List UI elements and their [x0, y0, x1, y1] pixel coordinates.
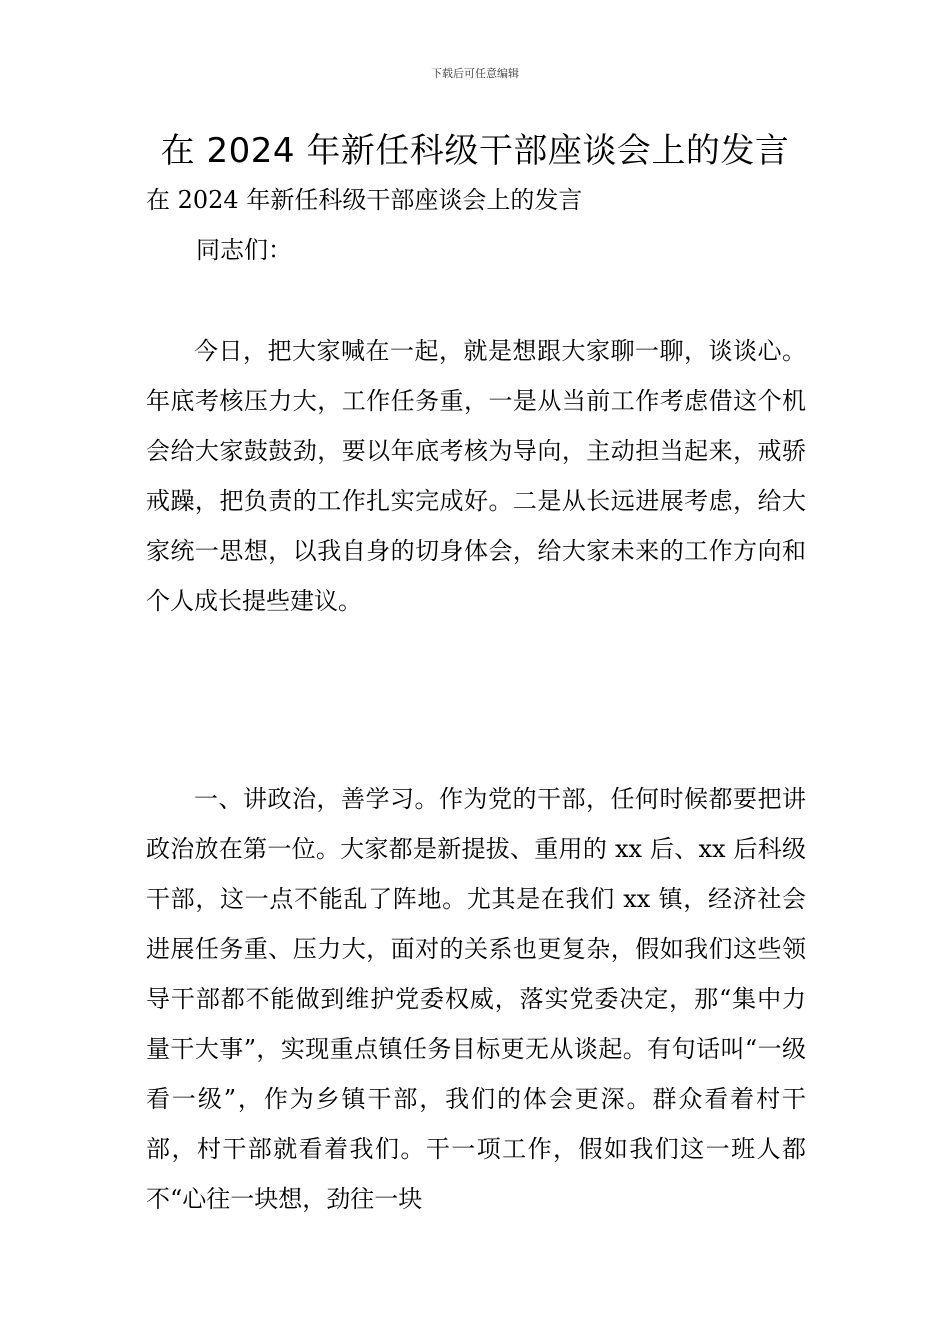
- paragraph-intro: 今日，把大家喊在一起，就是想跟大家聊一聊，谈谈心。年底考核压力大，工作任务重，一是从当前工作考虑借这个机会给大家鼓鼓劲，要以年底考核为导向，主动担当起来，戒骄戒躁，把负责的工作扎实完成好。二是从长远进展考虑，给大家统一思想，以我自身的切身体会，给大家未来的工作方向和个人成长提些建议。: [146, 337, 806, 615]
- paragraph-section-one: 一、讲政治，善学习。作为党的干部，任何时候都要把讲政治放在第一位。大家都是新提拔、重用的 xx 后、xx 后科级干部，这一点不能乱了阵地。尤其是在我们 xx 镇，经济社会进展任务重、压力大，面对的关系也更复杂，假如我们这些领导干部都不能做到维护党委权威，落实党委决定，那“集中力量干大事”，实现重点镇任务目标更无从谈起。有句话叫“一级看一级”，作为乡镇干部，我们的体会更深。群众看着村干部，村干部就看着我们。干一项工作，假如我们这一班人都不“心往一块想，劲往一块: [146, 785, 806, 1213]
- salutation: 同志们：: [196, 236, 292, 264]
- document-subtitle: 在 2024 年新任科级干部座谈会上的发言: [146, 186, 583, 214]
- header-note: 下载后可任意编辑: [431, 67, 519, 80]
- document-title: 在 2024 年新任科级干部座谈会上的发言: [160, 131, 790, 171]
